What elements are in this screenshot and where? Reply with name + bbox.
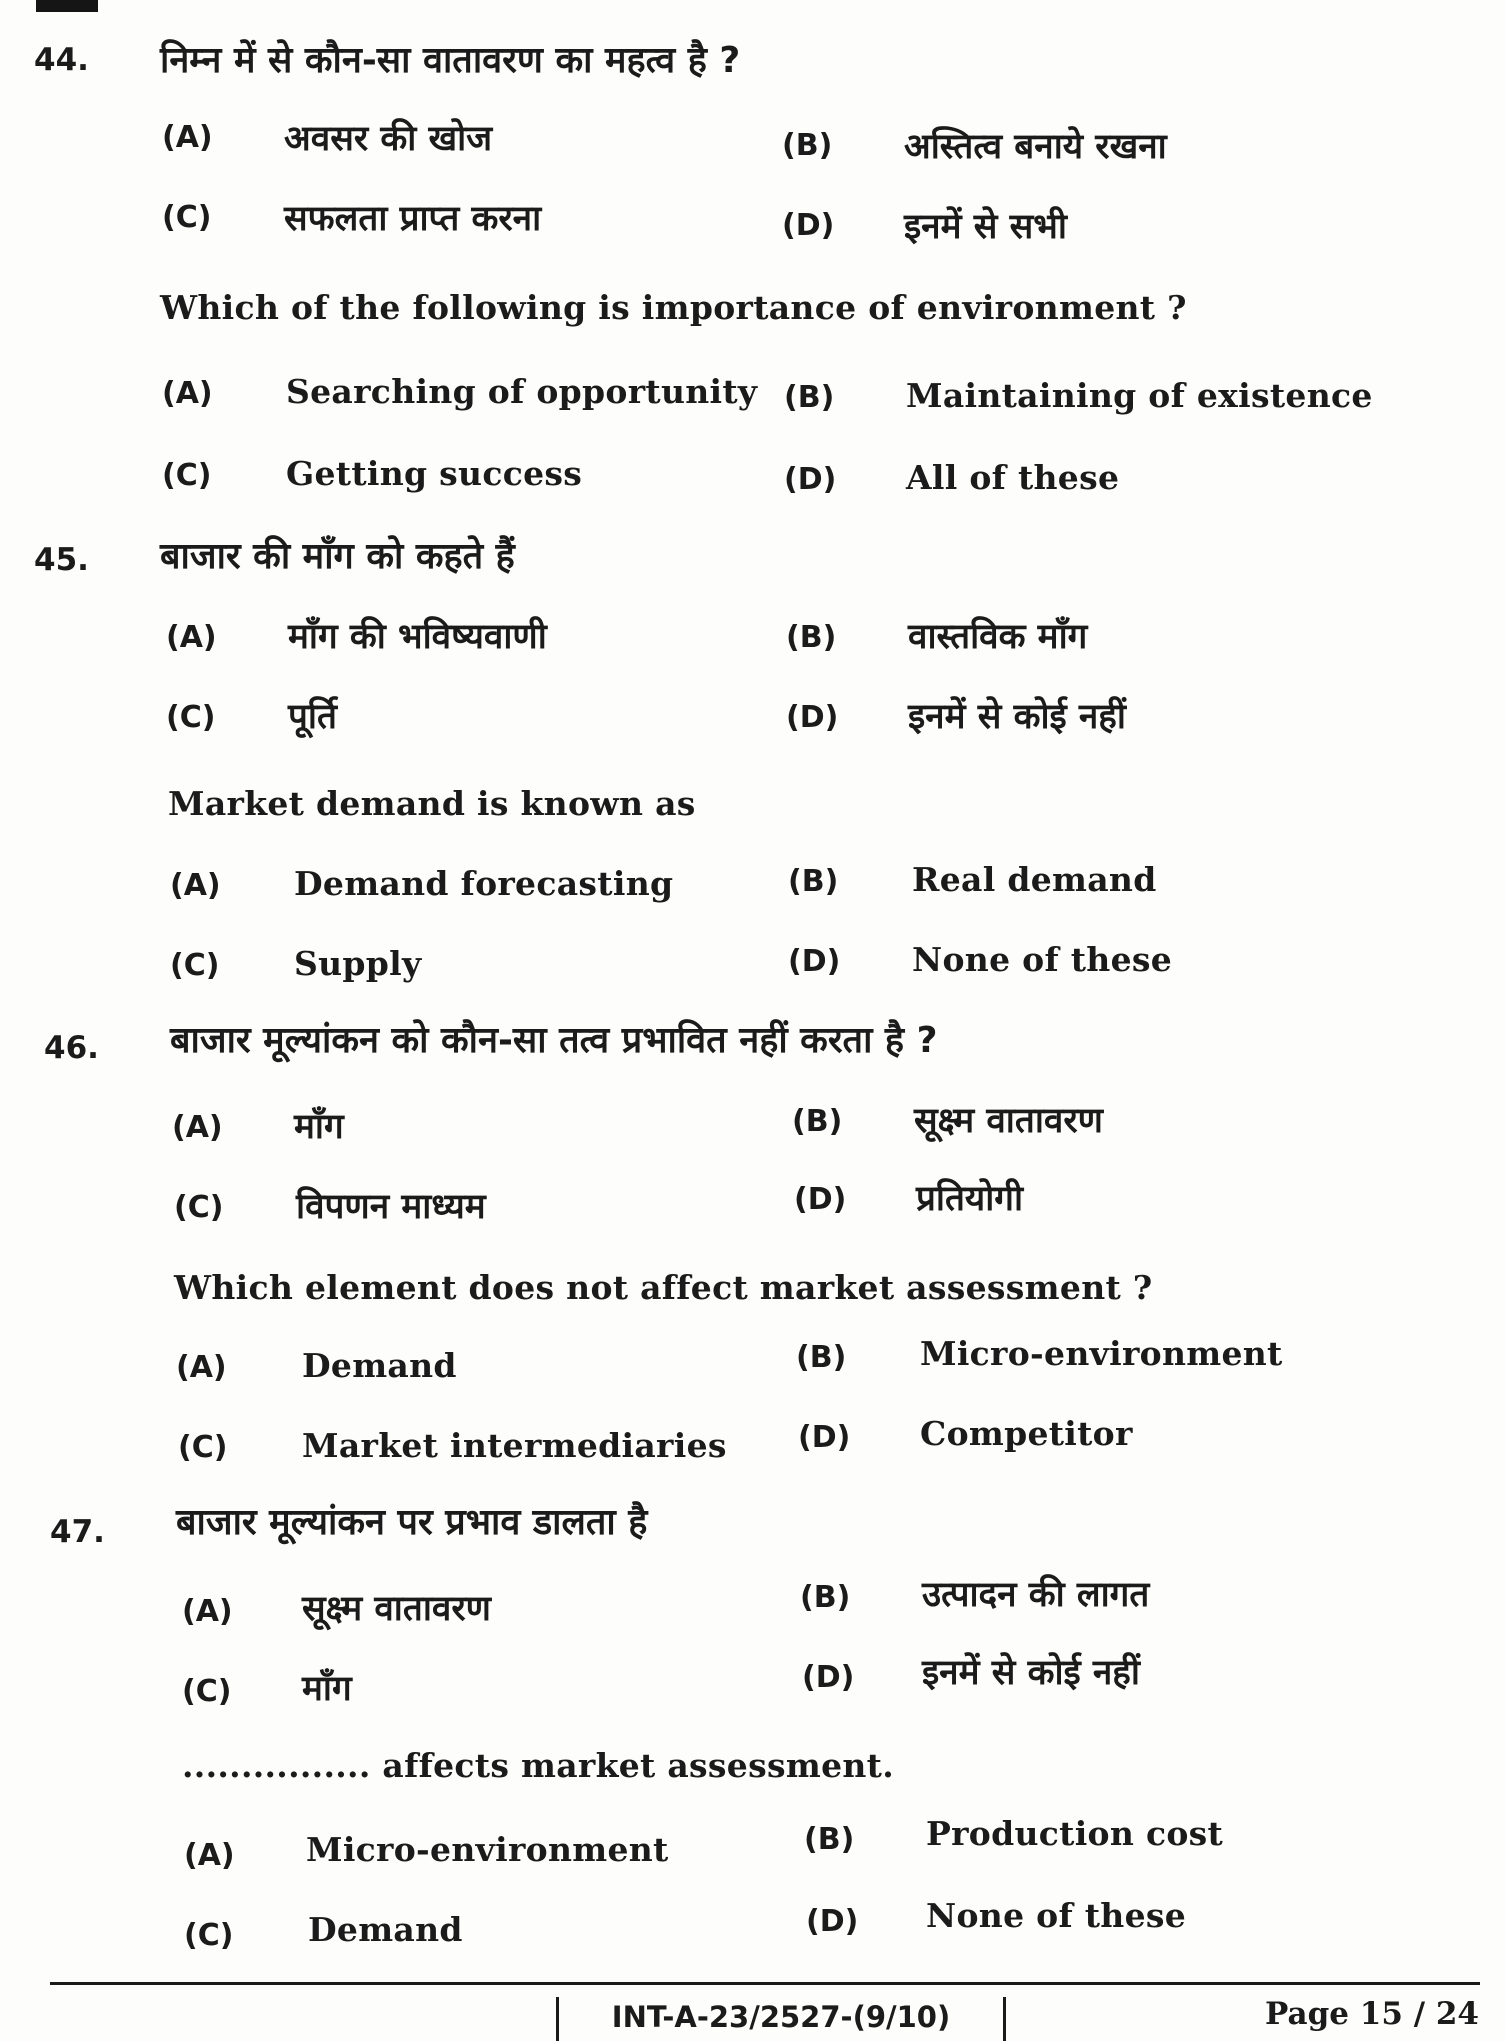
option-text-hindi: इनमें से सभी (904, 207, 1067, 247)
option-text-english: Micro-environment (920, 1334, 1283, 1373)
option-text-hindi: उत्पादन की लागत (922, 1575, 1150, 1615)
option-text-english: Searching of opportunity (286, 372, 758, 411)
question-number: 45. (34, 542, 89, 578)
question-text-hindi: बाजार मूल्यांकन को कौन-सा तत्व प्रभावित नहीं करता है ? (170, 1020, 938, 1061)
option-text-english: Demand (308, 1910, 463, 1949)
option-text-hindi: सफलता प्राप्त करना (284, 199, 542, 239)
option-letter: (D) (798, 1420, 851, 1455)
option-text-english: Competitor (920, 1414, 1133, 1453)
option-letter: (A) (184, 1838, 235, 1873)
question-text-hindi: बाजार मूल्यांकन पर प्रभाव डालता है (176, 1502, 648, 1543)
option-letter: (D) (784, 462, 837, 497)
question-44 (0, 34, 1505, 554)
option-text-hindi: अस्तित्व बनाये रखना (904, 127, 1167, 167)
question-number: 46. (44, 1030, 99, 1066)
option-letter: (C) (162, 200, 212, 235)
option-letter: (A) (182, 1594, 233, 1629)
question-text-english: ................ affects market assessment. (182, 1746, 894, 1785)
option-letter: (B) (800, 1580, 851, 1615)
option-text-hindi: सूक्ष्म वातावरण (914, 1101, 1103, 1141)
question-46 (0, 1014, 1505, 1534)
option-letter: (A) (172, 1110, 223, 1145)
option-text-hindi: वास्तविक माँग (908, 617, 1088, 657)
option-letter: (A) (162, 376, 213, 411)
option-text-english: Demand forecasting (294, 864, 674, 903)
option-letter: (A) (170, 868, 221, 903)
option-letter: (C) (178, 1430, 228, 1465)
question-text-english: Market demand is known as (168, 784, 696, 823)
option-letter: (B) (784, 380, 835, 415)
option-letter: (D) (788, 944, 841, 979)
option-letter: (D) (782, 208, 835, 243)
option-letter: (D) (794, 1182, 847, 1217)
option-letter: (D) (802, 1660, 855, 1695)
option-text-hindi: प्रतियोगी (916, 1179, 1024, 1219)
option-text-english: Market intermediaries (302, 1426, 727, 1465)
question-text-hindi: निम्न में से कौन-सा वातावरण का महत्व है ? (160, 40, 741, 81)
option-text-english: Real demand (912, 860, 1157, 899)
option-letter: (A) (162, 120, 213, 155)
option-letter: (B) (796, 1340, 847, 1375)
option-letter: (C) (170, 948, 220, 983)
option-letter: (C) (182, 1674, 232, 1709)
option-text-english: Maintaining of existence (906, 376, 1373, 415)
option-text-hindi: माँग की भविष्यवाणी (288, 617, 547, 657)
option-text-english: Production cost (926, 1814, 1224, 1853)
option-text-hindi: अवसर की खोज (284, 119, 493, 159)
option-letter: (D) (786, 700, 839, 735)
option-text-hindi: विपणन माध्यम (296, 1187, 486, 1227)
footer-page-number: Page 15 / 24 (1265, 1996, 1479, 2032)
option-letter: (B) (782, 128, 833, 163)
option-text-hindi: माँग (294, 1107, 344, 1147)
question-text-english: Which of the following is importance of environment ? (160, 288, 1187, 327)
option-text-english: Micro-environment (306, 1830, 669, 1869)
option-letter: (A) (176, 1350, 227, 1385)
question-45 (0, 530, 1505, 1050)
option-text-english: Demand (302, 1346, 457, 1385)
footer-paper-code: INT-A-23/2527-(9/10) (556, 1997, 1006, 2041)
option-text-english: Supply (294, 944, 422, 983)
option-letter: (C) (162, 458, 212, 493)
question-text-hindi: बाजार की माँग को कहते हैं (160, 536, 515, 577)
page-corner-mark (36, 0, 98, 12)
question-number: 44. (34, 42, 89, 78)
option-text-hindi: सूक्ष्म वातावरण (302, 1589, 491, 1629)
option-letter: (C) (184, 1918, 234, 1953)
question-47 (0, 1496, 1505, 2016)
question-number: 47. (50, 1514, 105, 1550)
option-text-hindi: इनमें से कोई नहीं (922, 1653, 1140, 1693)
option-text-english: None of these (912, 940, 1173, 979)
option-letter: (C) (174, 1190, 224, 1225)
option-text-english: Getting success (286, 454, 583, 493)
option-text-english: None of these (926, 1896, 1187, 1935)
option-letter: (B) (792, 1104, 843, 1139)
option-letter: (B) (786, 620, 837, 655)
option-text-english: All of these (906, 458, 1120, 497)
footer-rule (50, 1982, 1480, 1985)
option-text-hindi: माँग (302, 1669, 352, 1709)
option-letter: (A) (166, 620, 217, 655)
option-letter: (B) (788, 864, 839, 899)
question-text-english: Which element does not affect market assessment ? (174, 1268, 1153, 1307)
option-text-hindi: पूर्ति (288, 697, 337, 737)
option-letter: (C) (166, 700, 216, 735)
option-letter: (D) (806, 1904, 859, 1939)
option-text-hindi: इनमें से कोई नहीं (908, 697, 1126, 737)
option-letter: (B) (804, 1822, 855, 1857)
